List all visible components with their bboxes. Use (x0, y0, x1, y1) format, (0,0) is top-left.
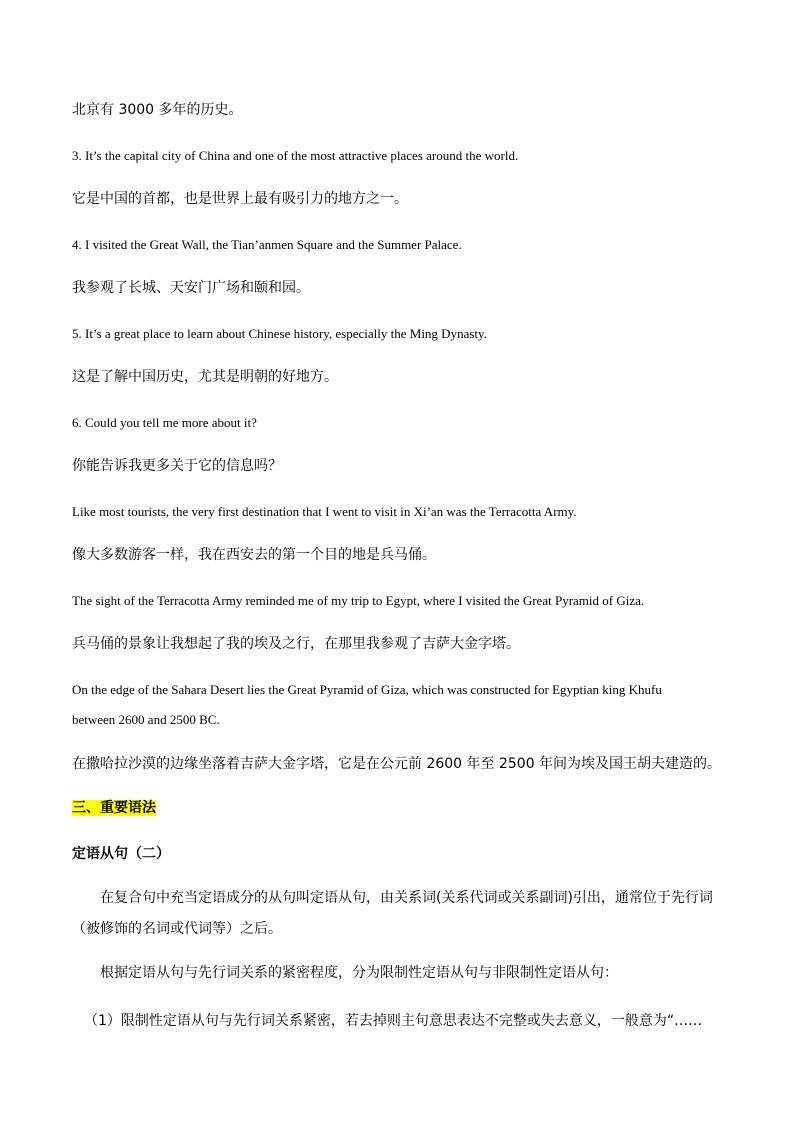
paragraph-definition-1: 在复合句中充当定语成分的从句叫定语从句，由关系词(关系代词或关系副词)引出，通常位于先行词 (100, 890, 713, 906)
sentence-zh-sahara: 在撒哈拉沙漠的边缘坐落着吉萨大金字塔，它是在公元前 2600 年至 2500 年间为埃及国王胡夫建造的。 (72, 756, 722, 772)
sentence-en-terracotta: Like most tourists, the very first destination that I went to visit in Xi’an was the Terracotta Army. (72, 504, 577, 519)
sentence-en-sahara-2: between 2600 and 2500 BC. (72, 712, 220, 727)
sentence-en-5: 5. It’s a great place to learn about Chinese history, especially the Ming Dynasty. (72, 326, 487, 341)
sub-heading: 定语从句（二） (72, 846, 170, 862)
paragraph-restrictive: （1）限制性定语从句与先行词关系紧密，若去掉则主句意思表达不完整或失去意义，一般意为“…… (84, 1013, 703, 1029)
sentence-en-4: 4. I visited the Great Wall, the Tian’anmen Square and the Summer Palace. (72, 237, 462, 252)
sentence-zh-4: 我参观了长城、天安门广场和颐和园。 (72, 280, 310, 296)
sentence-zh-egypt: 兵马俑的景象让我想起了我的埃及之行，在那里我参观了吉萨大金字塔。 (72, 636, 520, 652)
section-heading-text: 三、重要语法 (72, 800, 156, 816)
sentence-zh-terracotta: 像大多数游客一样，我在西安去的第一个目的地是兵马俑。 (72, 547, 436, 563)
sentence-en-sahara-1: On the edge of the Sahara Desert lies the Great Pyramid of Giza, which was constructed for Egyptian king Khufu (72, 682, 662, 697)
sentence-zh-5: 这是了解中国历史，尤其是明朝的好地方。 (72, 369, 338, 385)
sentence-en-egypt: The sight of the Terracotta Army reminded me of my trip to Egypt, where I visited the Great Pyramid of Giza. (72, 593, 645, 608)
sentence-zh-beijing-history: 北京有 3000 多年的历史。 (72, 102, 243, 118)
paragraph-definition-2: （被修饰的名词或代词等）之后。 (72, 921, 282, 937)
sentence-en-3: 3. It’s the capital city of China and one of the most attractive places around the world. (72, 148, 519, 163)
sentence-zh-3: 它是中国的首都，也是世界上最有吸引力的地方之一。 (72, 191, 408, 207)
section-heading (72, 801, 722, 815)
paragraph-classification: 根据定语从句与先行词关系的紧密程度，分为限制性定语从句与非限制性定语从句： (100, 965, 618, 981)
sentence-zh-6: 你能告诉我更多关于它的信息吗？ (72, 458, 282, 474)
sentence-en-6: 6. Could you tell me more about it? (72, 415, 257, 430)
